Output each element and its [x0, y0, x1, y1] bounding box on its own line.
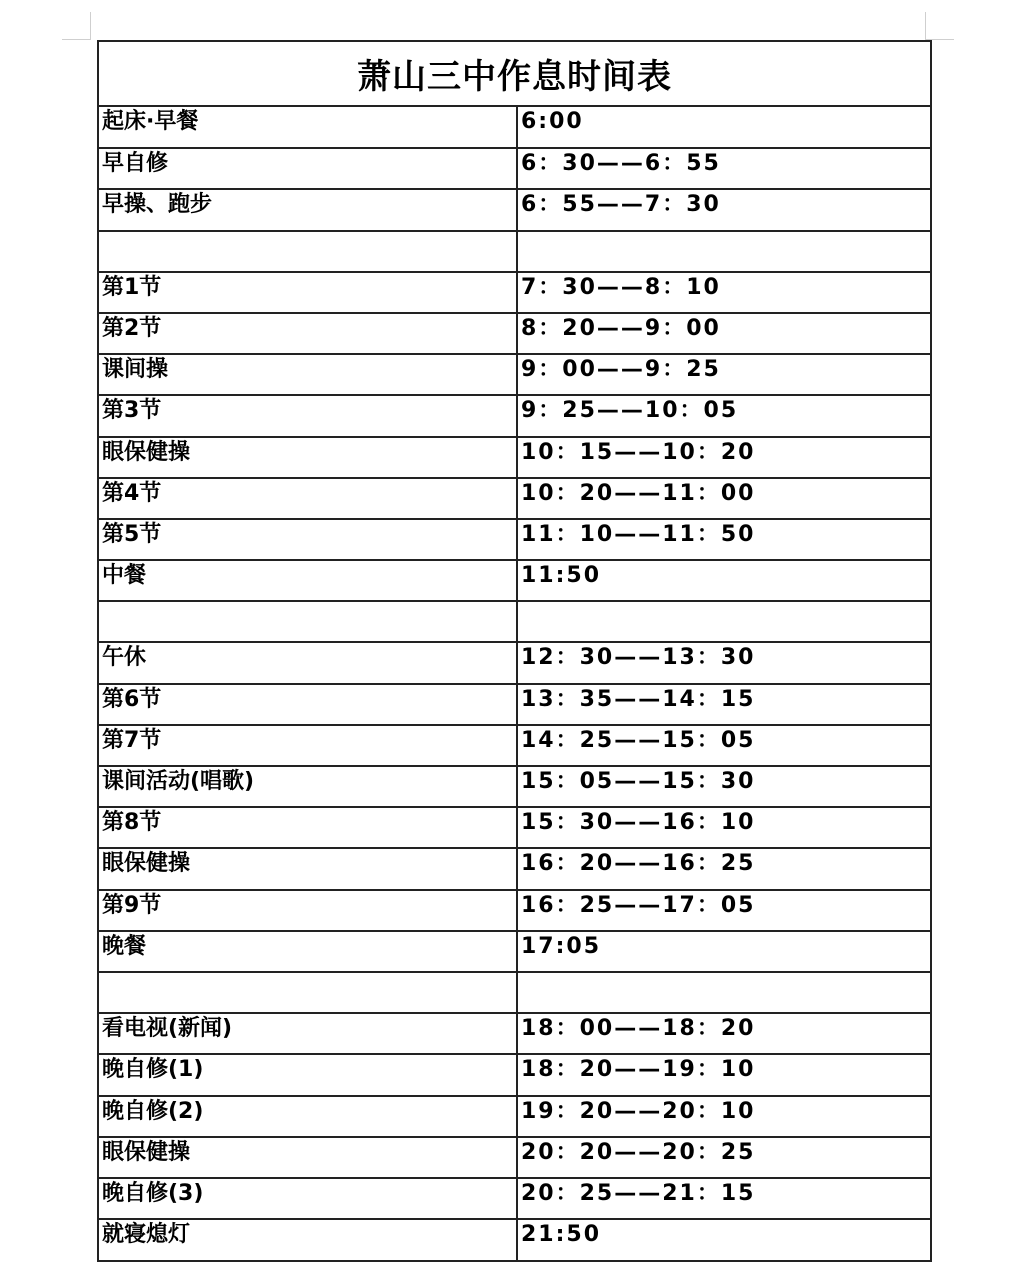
- time-cell: 18：20——19：10: [517, 1054, 930, 1095]
- activity-cell: 早操、跑步: [99, 189, 517, 230]
- schedule-row: [99, 972, 930, 1013]
- activity-cell: 第7节: [99, 725, 517, 766]
- time-cell: 19：20——20：10: [517, 1096, 930, 1137]
- schedule-row: [99, 684, 930, 725]
- time-cell: 16：20——16：25: [517, 848, 930, 889]
- activity-cell: 眼保健操: [99, 1137, 517, 1178]
- activity-cell: 早自修: [99, 148, 517, 189]
- time-cell: 11:50: [517, 560, 930, 601]
- time-cell: 6：55——7：30: [517, 189, 930, 230]
- time-cell: [517, 231, 930, 272]
- activity-cell: 中餐: [99, 560, 517, 601]
- schedule-row: [99, 1219, 930, 1260]
- activity-cell: 眼保健操: [99, 848, 517, 889]
- schedule-row: [99, 272, 930, 313]
- time-cell: 15：30——16：10: [517, 807, 930, 848]
- schedule-row: [99, 766, 930, 807]
- schedule-row: [99, 1054, 930, 1095]
- time-cell: 21:50: [517, 1219, 930, 1260]
- activity-cell: 眼保健操: [99, 437, 517, 478]
- activity-cell: 第9节: [99, 890, 517, 931]
- time-cell: 17:05: [517, 931, 930, 972]
- activity-cell: 第1节: [99, 272, 517, 313]
- page-margin-guide-right: [925, 12, 926, 40]
- time-cell: 7：30——8：10: [517, 272, 930, 313]
- schedule-row: [99, 437, 930, 478]
- activity-cell: 起床·早餐: [99, 107, 517, 148]
- schedule-row: [99, 354, 930, 395]
- activity-cell: 第5节: [99, 519, 517, 560]
- activity-cell: 晚自修(2): [99, 1096, 517, 1137]
- schedule-row: [99, 725, 930, 766]
- schedule-row: [99, 1013, 930, 1054]
- time-cell: 11：10——11：50: [517, 519, 930, 560]
- time-cell: 12：30——13：30: [517, 642, 930, 683]
- time-cell: [517, 601, 930, 642]
- time-cell: 14：25——15：05: [517, 725, 930, 766]
- time-cell: 20：20——20：25: [517, 1137, 930, 1178]
- activity-cell: 课间操: [99, 354, 517, 395]
- schedule-row: [99, 890, 930, 931]
- activity-cell: 第3节: [99, 395, 517, 436]
- schedule-row: [99, 1096, 930, 1137]
- activity-cell: 午休: [99, 642, 517, 683]
- schedule-row: [99, 601, 930, 642]
- schedule-sheet: [97, 40, 932, 1262]
- activity-cell: 晚自修(3): [99, 1178, 517, 1219]
- schedule-row: [99, 931, 930, 972]
- activity-cell: [99, 231, 517, 272]
- activity-cell: 晚餐: [99, 931, 517, 972]
- time-cell: 15：05——15：30: [517, 766, 930, 807]
- schedule-row: [99, 560, 930, 601]
- time-cell: 16：25——17：05: [517, 890, 930, 931]
- schedule-row: [99, 519, 930, 560]
- activity-cell: 第6节: [99, 684, 517, 725]
- activity-cell: 看电视(新闻): [99, 1013, 517, 1054]
- activity-cell: 第4节: [99, 478, 517, 519]
- schedule-row: [99, 148, 930, 189]
- time-cell: 20：25——21：15: [517, 1178, 930, 1219]
- activity-cell: [99, 601, 517, 642]
- activity-cell: [99, 972, 517, 1013]
- schedule-row: [99, 395, 930, 436]
- time-cell: 9：00——9：25: [517, 354, 930, 395]
- time-cell: [517, 972, 930, 1013]
- schedule-row: [99, 848, 930, 889]
- activity-cell: 第8节: [99, 807, 517, 848]
- schedule-row: [99, 1178, 930, 1219]
- document-title: 萧山三中作息时间表: [99, 42, 930, 107]
- schedule-row: [99, 807, 930, 848]
- schedule-row: [99, 107, 930, 148]
- schedule-row: [99, 642, 930, 683]
- page-margin-guide-left: [90, 12, 91, 40]
- time-cell: 10：20——11：00: [517, 478, 930, 519]
- time-cell: 6:00: [521, 109, 584, 134]
- schedule-row: [99, 478, 930, 519]
- schedule-body: [99, 107, 930, 1260]
- schedule-table: [99, 107, 930, 1260]
- schedule-row: [99, 189, 930, 230]
- activity-cell: 课间活动(唱歌): [99, 766, 517, 807]
- schedule-row: [99, 231, 930, 272]
- time-cell: 13：35——14：15: [517, 684, 930, 725]
- time-cell: 6：30——6：55: [517, 148, 930, 189]
- activity-cell: 晚自修(1): [99, 1054, 517, 1095]
- activity-cell: 就寝熄灯: [99, 1219, 517, 1260]
- time-cell: 9：25——10：05: [517, 395, 930, 436]
- time-cell: 10：15——10：20: [517, 437, 930, 478]
- schedule-row: [99, 1137, 930, 1178]
- time-cell: 18：00——18：20: [517, 1013, 930, 1054]
- schedule-row: [99, 313, 930, 354]
- activity-cell: 第2节: [99, 313, 517, 354]
- page-margin-guide-left: [62, 39, 91, 40]
- time-cell: 8：20——9：00: [517, 313, 930, 354]
